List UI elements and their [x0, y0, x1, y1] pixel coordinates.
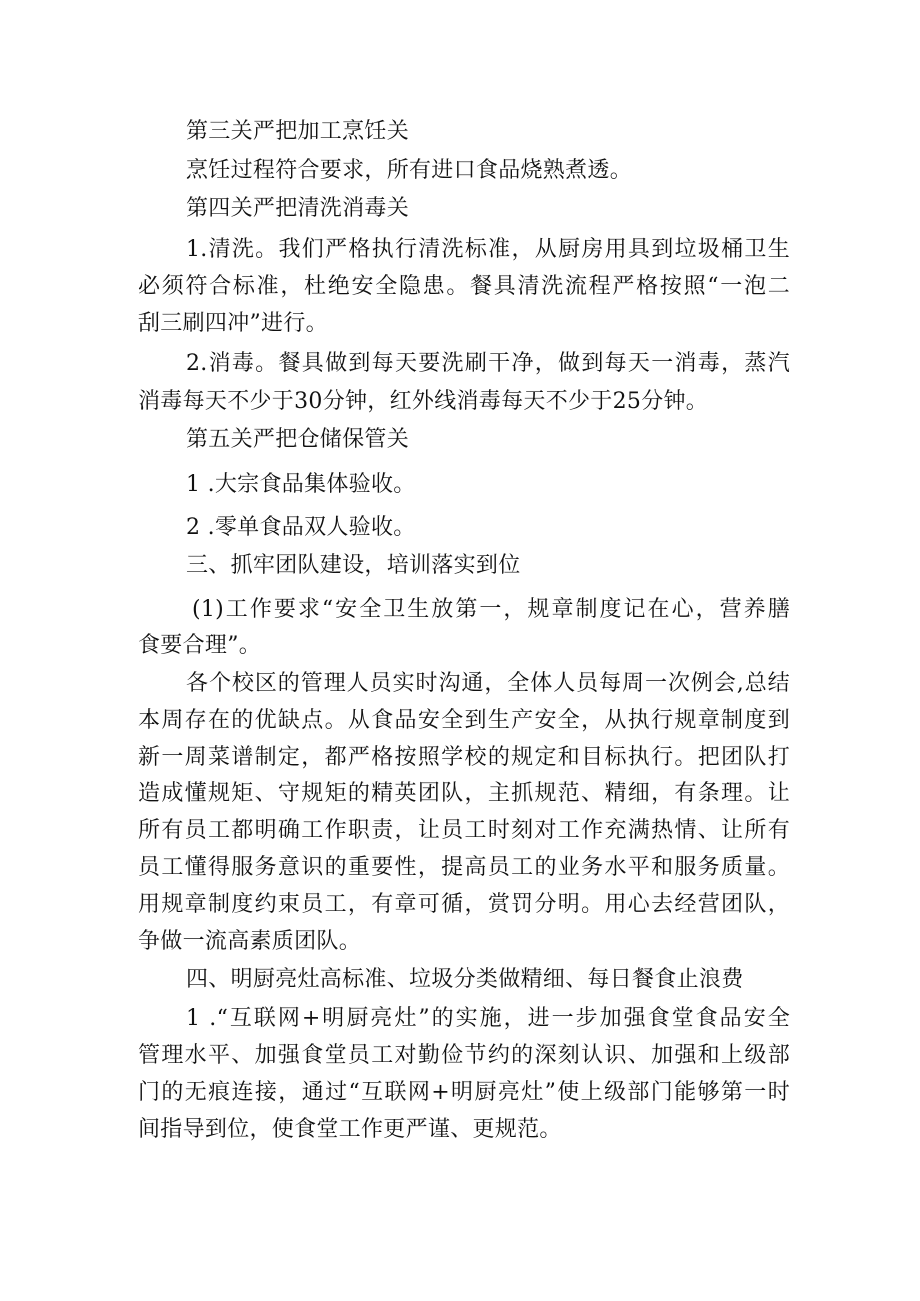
section-heading: 第五关严把仓储保管关: [186, 427, 410, 452]
paragraph-line: 造成懂规矩、守规矩的精英团队，主抓规范、精细，有条理。让: [138, 781, 790, 806]
paragraph-line: 烹饪过程符合要求，所有进口食品烧熟煮透。: [186, 158, 633, 183]
paragraph-line: 门的无痕连接，通过“互联网+明厨亮灶”使上级部门能够第一时: [138, 1080, 790, 1105]
paragraph-line: (1)工作要求“安全卫生放第一，规章制度记在心，营养膳: [192, 597, 790, 622]
section-heading: 第四关严把清洗消毒关: [186, 196, 410, 221]
paragraph-line: 2.消毒。餐具做到每天要洗刷干净，做到每天一消毒，蒸汽: [186, 351, 790, 376]
paragraph-line: 必须符合标准，杜绝安全隐患。餐具清洗流程严格按照“一泡二: [138, 274, 790, 299]
paragraph-line: 间指导到位，使食堂工作更严谨、更规范。: [138, 1117, 562, 1142]
paragraph-line: 1.清洗。我们严格执行清洗标准，从厨房用具到垃圾桶卫生: [186, 237, 790, 262]
section-heading: 四、明厨亮灶高标准、垃圾分类做精细、每日餐食止浪费: [186, 967, 744, 992]
paragraph-line: 争做一流高素质团队。: [138, 929, 362, 954]
paragraph-line: 刮三刷四冲”进行。: [138, 311, 328, 336]
paragraph-line: 消毒每天不少于30分钟，红外线消毒每天不少于25分钟。: [138, 389, 709, 414]
list-item: 1 .大宗食品集体验收。: [186, 472, 416, 497]
paragraph-line: 1 .“互联网+明厨亮灶”的实施，进一步加强食堂食品安全: [186, 1006, 790, 1031]
paragraph-line: 管理水平、加强食堂员工对勤俭节约的深刻认识、加强和上级部: [138, 1043, 790, 1068]
paragraph-line: 食要合理”。: [138, 633, 262, 658]
paragraph-line: 本周存在的优缺点。从食品安全到生产安全，从执行规章制度到: [138, 708, 790, 733]
paragraph-line: 新一周菜谱制定，都严格按照学校的规定和目标执行。把团队打: [138, 745, 790, 770]
paragraph-line: 员工懂得服务意识的重要性，提高员工的业务水平和服务质量。: [138, 855, 790, 880]
paragraph-line: 所有员工都明确工作职责，让员工时刻对工作充满热情、让所有: [138, 818, 790, 843]
paragraph-line: 用规章制度约束员工，有章可循，赏罚分明。用心去经营团队，: [138, 892, 790, 917]
paragraph-line: 各个校区的管理人员实时沟通，全体人员每周一次例会,总结: [186, 671, 790, 696]
section-heading: 三、抓牢团队建设，培训落实到位: [186, 553, 521, 578]
list-item: 2 .零单食品双人验收。: [186, 515, 416, 540]
section-heading: 第三关严把加工烹饪关: [186, 119, 410, 144]
